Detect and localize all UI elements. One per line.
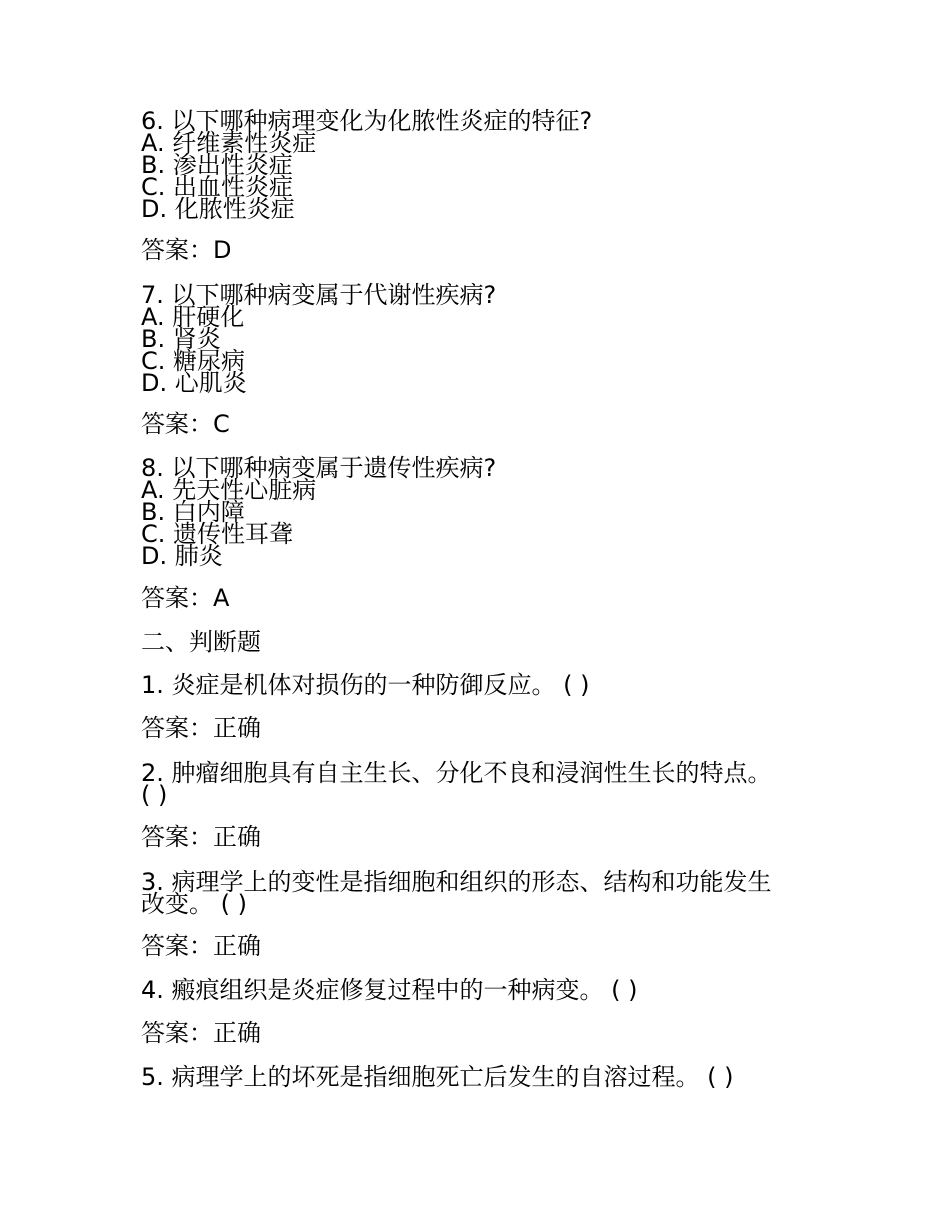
option-c: C. 遗传性耳聋 <box>141 520 294 548</box>
option-c: C. 糖尿病 <box>141 347 246 375</box>
question-line: ( ) <box>141 781 168 809</box>
tf-answer-4: 答案：正确 <box>141 1019 261 1047</box>
question-line: 2. 肿瘤细胞具有自主生长、分化不良和浸润性生长的特点。 <box>141 759 772 787</box>
tf-question-2 <box>141 759 821 809</box>
tf-answer-3: 答案：正确 <box>141 932 261 960</box>
option-d: D. 肺炎 <box>141 542 223 570</box>
question-text: 6. 以下哪种病理变化为化脓性炎症的特征? <box>141 107 593 135</box>
question-line: 3. 病理学上的变性是指细胞和组织的形态、结构和功能发生 <box>141 868 772 896</box>
section-title: 二、判断题 <box>141 628 261 656</box>
option-d: D. 心肌炎 <box>141 369 247 397</box>
question-line: 改变。 ( ) <box>141 890 247 918</box>
option-d: D. 化脓性炎症 <box>141 195 295 223</box>
question-text: 7. 以下哪种病变属于代谢性疾病? <box>141 281 497 309</box>
option-a: A. 先天性心脏病 <box>141 476 317 504</box>
tf-answer-2: 答案：正确 <box>141 823 261 851</box>
tf-question-5: 5. 病理学上的坏死是指细胞死亡后发生的自溶过程。 ( ) <box>141 1063 734 1091</box>
question-6 <box>141 107 821 223</box>
tf-answer-1: 答案：正确 <box>141 714 261 742</box>
option-c: C. 出血性炎症 <box>141 173 294 201</box>
tf-question-3 <box>141 868 821 918</box>
tf-question-4: 4. 瘢痕组织是炎症修复过程中的一种病变。 ( ) <box>141 976 638 1004</box>
answer-6: 答案：D <box>141 236 232 264</box>
question-8 <box>141 454 821 570</box>
question-7 <box>141 281 821 397</box>
option-b: B. 白内障 <box>141 498 245 526</box>
option-a: A. 纤维素性炎症 <box>141 129 317 157</box>
answer-7: 答案：C <box>141 410 230 438</box>
option-b: B. 渗出性炎症 <box>141 151 293 179</box>
option-a: A. 肝硬化 <box>141 303 245 331</box>
option-b: B. 肾炎 <box>141 325 221 353</box>
tf-question-1: 1. 炎症是机体对损伤的一种防御反应。 ( ) <box>141 671 590 699</box>
question-text: 8. 以下哪种病变属于遗传性疾病? <box>141 454 497 482</box>
answer-8: 答案：A <box>141 584 230 612</box>
